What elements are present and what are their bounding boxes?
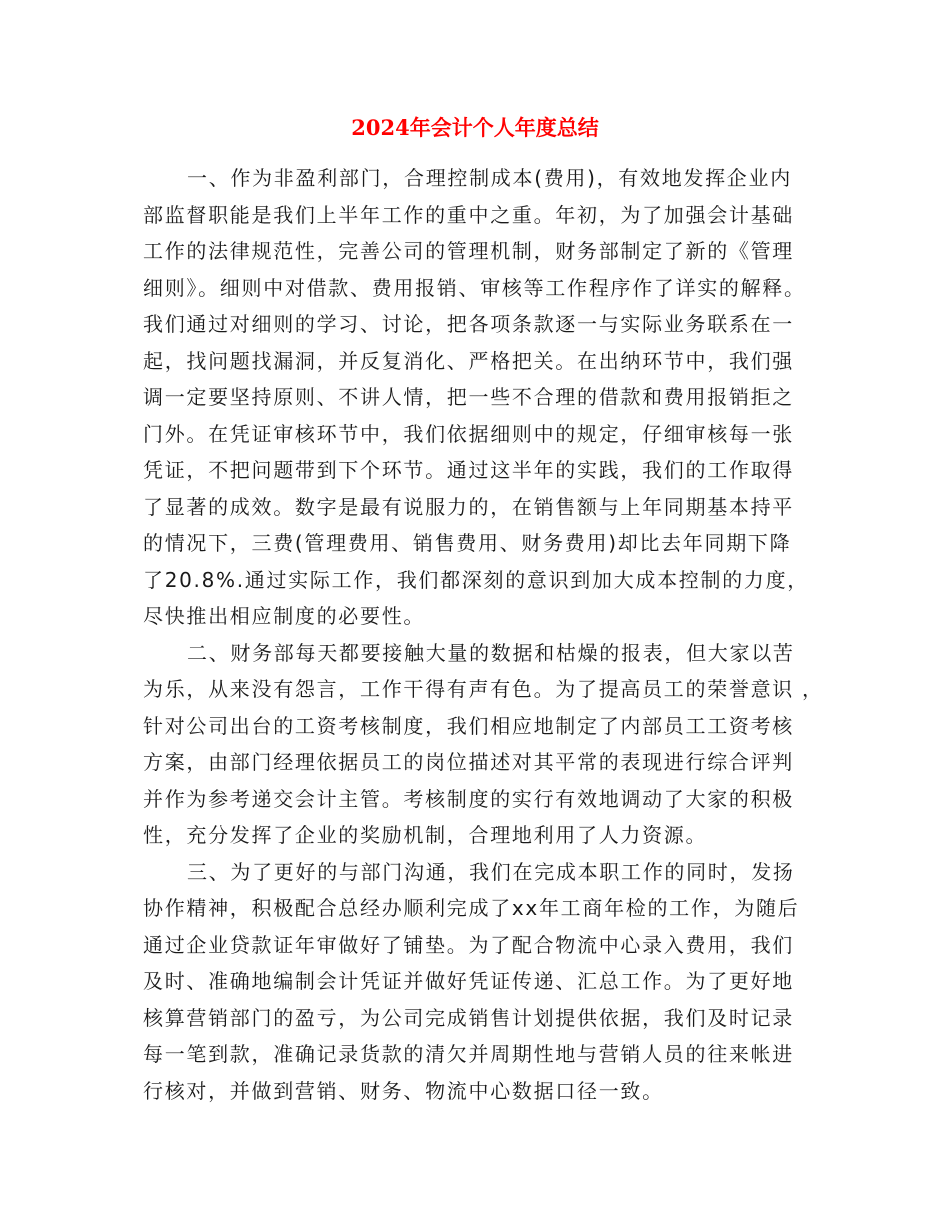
- page-title: 2024年会计个人年度总结: [351, 115, 599, 140]
- text-line: 协作精神，积极配合总经办顺利完成了xx年工商年检的工作，为随后: [143, 896, 800, 920]
- text-line: 的情况下，三费(管理费用、销售费用、财务费用)却比去年同期下降: [143, 531, 792, 555]
- text-line: 门外。在凭证审核环节中，我们依据细则中的规定，仔细审核每一张: [143, 421, 794, 446]
- text-line: 方案，由部门经理依据员工的岗位描述对其平常的表现进行综合评判: [143, 750, 794, 774]
- text-line: 一、作为非盈利部门，合理控制成本(费用)，有效地发挥企业内: [187, 166, 792, 190]
- text-line: 了显著的成效。数字是最有说服力的，在销售额与上年同期基本持平: [143, 494, 794, 519]
- text-line: 性，充分发挥了企业的奖励机制，合理地利用了人力资源。: [143, 823, 708, 847]
- text-line: 我们通过对细则的学习、讨论，把各项条款逐一与实际业务联系在一: [143, 312, 794, 336]
- text-line: 尽快推出相应制度的必要性。: [143, 604, 426, 628]
- text-line: 细则》。细则中对借款、费用报销、审核等工作程序作了详实的解释。: [143, 275, 806, 300]
- text-line: 凭证，不把问题带到下个环节。通过这半年的实践，我们的工作取得: [143, 458, 794, 482]
- text-line: 每一笔到款，准确记录货款的清欠并周期性地与营销人员的往来帐进: [143, 1042, 794, 1066]
- text-line: 起，找问题找漏洞，并反复消化、严格把关。在出纳环节中，我们强: [143, 348, 794, 373]
- paragraph-2: [143, 635, 824, 854]
- text-line: 行核对，并做到营销、财务、物流中心数据口径一致。: [143, 1078, 664, 1103]
- text-line: 为乐，从来没有怨言，工作干得有声有色。为了提高员工的荣誉意识 ，: [143, 677, 824, 701]
- text-line: 工作的法律规范性，完善公司的管理机制，财务部制定了新的《管理: [143, 239, 794, 263]
- text-line: 调一定要坚持原则、不讲人情，把一些不合理的借款和费用报销拒之: [143, 385, 794, 409]
- text-line: 针对公司出台的工资考核制度，我们相应地制定了内部员工工资考核: [143, 713, 794, 738]
- document-body: [143, 160, 824, 1109]
- text-line: 三、为了更好的与部门沟通，我们在完成本职工作的同时，发扬: [187, 859, 795, 884]
- text-line: 并作为参考递交会计主管。考核制度的实行有效地调动了大家的积极: [143, 786, 794, 811]
- text-line: 核算营销部门的盈亏，为公司完成销售计划提供依据，我们及时记录: [143, 1005, 794, 1030]
- text-line: 了20.8%.通过实际工作，我们都深刻的意识到加大成本控制的力度，: [143, 567, 809, 592]
- text-line: 二、财务部每天都要接触大量的数据和枯燥的报表，但大家以苦: [187, 640, 795, 665]
- text-line: 通过企业贷款证年审做好了铺垫。为了配合物流中心录入费用，我们: [143, 932, 794, 957]
- text-line: 及时、准确地编制会计凭证并做好凭证传递、汇总工作。为了更好地: [143, 969, 794, 993]
- paragraph-1: [143, 160, 808, 635]
- paragraph-3: [143, 854, 808, 1110]
- text-line: 部监督职能是我们上半年工作的重中之重。年初，为了加强会计基础: [143, 202, 794, 227]
